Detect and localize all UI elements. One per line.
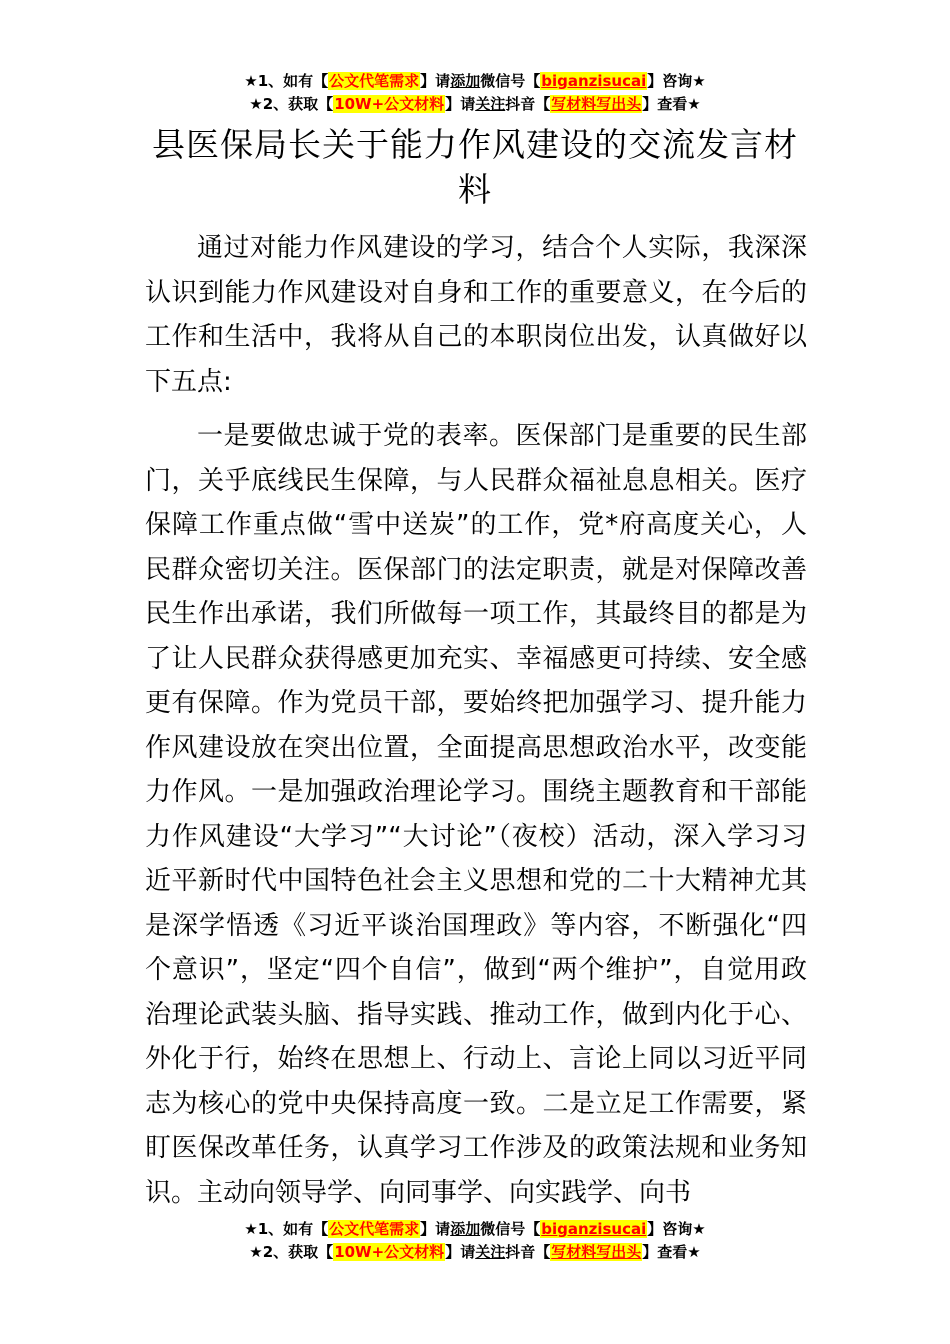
banner-text: 】请 — [445, 1243, 476, 1261]
document-title: 县医保局长关于能力作风建设的交流发言材料 — [152, 125, 798, 209]
banner-text: 抖音【 — [505, 95, 551, 113]
wechat-id-link[interactable]: biganzisucai — [541, 72, 647, 90]
douyin-account-link[interactable]: 写材料写出头 — [551, 1243, 642, 1261]
highlight-materials: 10W+公文材料 — [334, 95, 445, 113]
banner-text: 微信号【 — [480, 72, 541, 90]
paragraph-point-1: 一是要做忠诚于党的表率。医保部门是重要的民生部门，关乎底线民生保障，与人民群众福祉息息相关。医疗保障工作重点做“雪中送炭”的工作，党*府高度关心，人民群众密切关注。医保部门的法定职责，就是对保障改善民生作出承诺，我们所做每一项工作，其最终目的都是为了让人民群众获得感更加充实、幸福感更可持续、安全感更有保障。作为党员干部，要始终把加强学习、提升能力作风建设放在突出位置，全面提高思想政治水平，改变能力作风。一是加强政治理论学习。围绕主题教育和干部能力作风建设“大学习”“大讨论”（夜校）活动，深入学习习近平新时代中国特色社会主义思想和党的二十大精神尤其是深学悟透《习近平谈治国理政》等内容，不断强化“四个意识”，坚定“四个自信”，做到“两个维护”，自觉用政治理论武装头脑、指导实践、推动工作，做到内化于心、外化于行，始终在思想上、行动上、言论上同以习近平同志为核心的党中央保持高度一致。二是立足工作需要，紧盯医保改革任务，认真学习工作涉及的政策法规和业务知识。主动向领导学、向同事学、向实践学、向书 — [145, 421, 807, 1208]
banner-text: 抖音【 — [505, 1243, 551, 1261]
banner-text: ★2、获取【 — [249, 1243, 334, 1261]
banner-text: 】咨询★ — [647, 72, 706, 90]
banner-line-1 — [0, 1218, 950, 1241]
banner-text: 】请 — [420, 72, 451, 90]
document-body — [145, 226, 807, 1225]
banner-text-follow: 关注 — [475, 1243, 506, 1261]
banner-text-add: 添加 — [450, 72, 481, 90]
banner-text: 】查看★ — [642, 95, 701, 113]
banner-text: ★2、获取【 — [249, 95, 334, 113]
banner-text: 】请 — [420, 1220, 451, 1238]
banner-text: 微信号【 — [480, 1220, 541, 1238]
banner-text: 】请 — [445, 95, 476, 113]
banner-line-2 — [0, 1241, 950, 1264]
banner-text-follow: 关注 — [475, 95, 506, 113]
douyin-account-link[interactable]: 写材料写出头 — [551, 95, 642, 113]
wechat-id-link[interactable]: biganzisucai — [541, 1220, 647, 1238]
banner-line-1 — [0, 70, 950, 93]
banner-text: 】查看★ — [642, 1243, 701, 1261]
bottom-banner — [0, 1218, 950, 1264]
paragraph-intro: 通过对能力作风建设的学习，结合个人实际，我深深认识到能力作风建设对自身和工作的重要意义，在今后的工作和生活中，我将从自己的本职岗位出发，认真做好以下五点: — [145, 233, 807, 397]
banner-text-add: 添加 — [450, 1220, 481, 1238]
banner-text: ★1、如有【 — [244, 1220, 329, 1238]
banner-line-2 — [0, 93, 950, 116]
top-banner — [0, 70, 950, 116]
highlight-service: 公文代笔需求 — [329, 1220, 420, 1238]
banner-text: ★1、如有【 — [244, 72, 329, 90]
banner-text: 】咨询★ — [647, 1220, 706, 1238]
highlight-materials: 10W+公文材料 — [334, 1243, 445, 1261]
highlight-service: 公文代笔需求 — [329, 72, 420, 90]
